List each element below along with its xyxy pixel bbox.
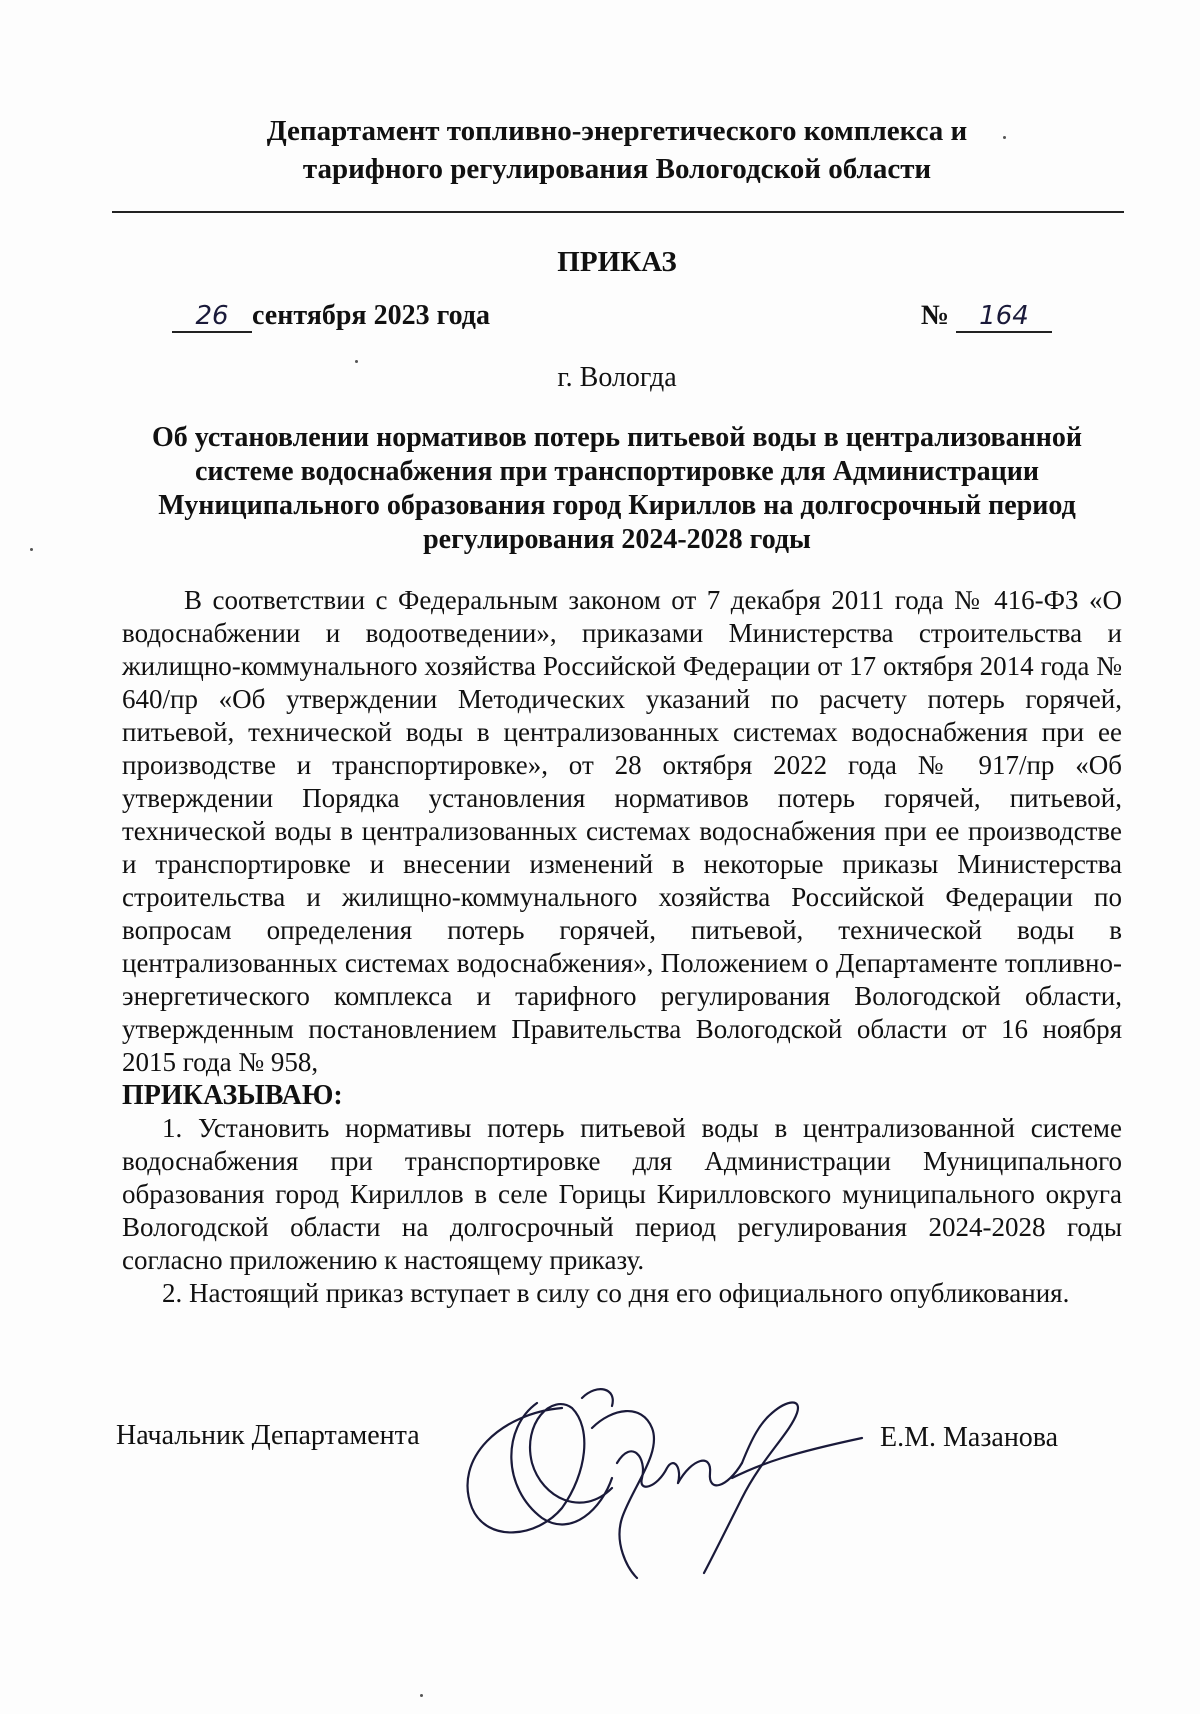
order-item-1: 1. Установить нормативы потерь питьевой воды в централизованной системе водоснабжения при транспортировке для Администрации Муниципального образования город Кириллов в селе Горицы Кирилловского муниципального округа Вологодской области на долгосрочный период регулирования 2024-2028 годы согласно приложению к настоящему приказу. (122, 1113, 1122, 1275)
signatory-title: Начальник Департамента (116, 1420, 420, 1451)
handwritten-day: 26 (172, 301, 252, 333)
order-items (122, 1112, 1122, 1310)
scan-speck (30, 548, 33, 551)
department-header (112, 112, 1122, 188)
scan-speck (355, 360, 358, 363)
date-number-line (112, 300, 1122, 340)
order-subject-line-2: системе водоснабжения при транспортировке для Администрации (194, 456, 1040, 487)
header-divider (112, 211, 1124, 213)
handwritten-number: 164 (956, 301, 1052, 333)
department-header-line-2: тарифного регулирования Вологодской области (302, 153, 932, 185)
city-line: г. Вологда (557, 362, 677, 393)
order-date (172, 300, 490, 333)
scan-speck (420, 1694, 423, 1697)
order-subject (112, 421, 1122, 557)
order-directive-word: ПРИКАЗЫВАЮ: (122, 1080, 343, 1111)
scan-speck (1003, 136, 1006, 139)
order-number (921, 300, 1052, 333)
document-type-title: ПРИКАЗ (557, 246, 677, 278)
order-subject-line-3: Муниципального образования город Кириллов на долгосрочный период (158, 490, 1076, 521)
preamble-paragraph: В соответствии с Федеральным законом от 7 декабря 2011 года № 416-ФЗ «О водоснабжении и водоотведении», приказами Министерства строительства и жилищно-коммунального хозяйства Российской Федерации от 17 октября 2014 года № 640/пр «Об утверждении Методических указаний по расчету потерь горячей, питьевой, технической воды в централизованных системах водоснабжения при ее производстве и транспортировке», от 28 октября 2022 года № 917/пр «Об утверждении Порядка установления нормативов потерь горячей, питьевой, технической воды в централизованных системах водоснабжения при ее производстве и транспортировке и внесении изменений в некоторые приказы Министерства строительства и жилищно-коммунального хозяйства Российской Федерации по вопросам определения потерь горячей, питьевой, технической воды в централизованных системах водоснабжения», Положением о Департаменте топливно-энергетического комплекса и тарифного регулирования Вологодской области, утвержденным постановлением Правительства Вологодской области от 16 ноября 2015 года № 958, (122, 585, 1122, 1077)
order-subject-line-4: регулирования 2024-2028 годы (423, 524, 811, 555)
order-subject-line-1: Об установлении нормативов потерь питьевой воды в централизованной (151, 422, 1083, 453)
order-item-2: 2. Настоящий приказ вступает в силу со дня его официального опубликования. (162, 1278, 1070, 1308)
order-date-text: сентября 2023 года (252, 300, 490, 331)
order-body (122, 584, 1122, 1310)
handwritten-signature-icon (442, 1368, 872, 1588)
order-number-label: № (920, 300, 949, 331)
signature-block (112, 1398, 1122, 1598)
signatory-name: Е.М. Мазанова (880, 1422, 1059, 1453)
department-header-line-1: Департамент топливно-энергетического комплекса и (266, 115, 968, 147)
